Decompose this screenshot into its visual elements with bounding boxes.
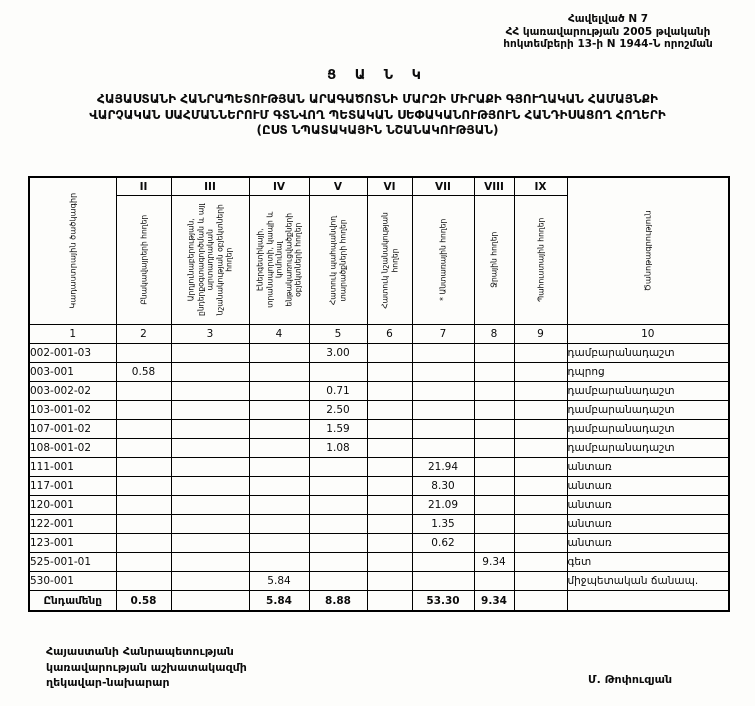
note-cell: դամբարանադաշտ bbox=[567, 344, 729, 363]
signature-block-title bbox=[46, 644, 247, 691]
roman-numeral: VI bbox=[367, 177, 412, 196]
roman-numeral: IV bbox=[249, 177, 309, 196]
title-line: (ԸՍՏ ՆՊԱՏԱԿԱՅԻՆ ՆՇԱՆԱԿՈՒԹՅԱՆ) bbox=[256, 123, 499, 137]
cell-c2 bbox=[116, 515, 171, 534]
cell-c4 bbox=[249, 439, 309, 458]
cadastral-code-cell: 120-001 bbox=[29, 496, 116, 515]
cell-c2: 0.58 bbox=[116, 363, 171, 382]
roman-numeral: V bbox=[309, 177, 367, 196]
cell-c7 bbox=[412, 401, 474, 420]
cell-c9 bbox=[514, 420, 567, 439]
column-number-row bbox=[29, 325, 729, 344]
cell-c5: 2.50 bbox=[309, 401, 367, 420]
cell-c7: 21.94 bbox=[412, 458, 474, 477]
cell-c2 bbox=[116, 477, 171, 496]
cell-c8 bbox=[474, 382, 514, 401]
cell-c7 bbox=[412, 420, 474, 439]
cell-c8 bbox=[474, 363, 514, 382]
rotated-header-text: * Անտառային հողեր bbox=[438, 218, 448, 302]
column-header-note bbox=[567, 177, 729, 325]
rotated-header-text: Ծանոթագրություն bbox=[642, 210, 652, 292]
rotated-header-text: Արդյունաբերության, ընդերքօգտագործման և այլ արտադրական նշանակության օբյեկտների հողեր bbox=[186, 203, 234, 317]
cadastral-code-cell: 117-001 bbox=[29, 477, 116, 496]
total-c3 bbox=[171, 591, 249, 612]
cell-c9 bbox=[514, 534, 567, 553]
cell-c9 bbox=[514, 439, 567, 458]
cell-c2 bbox=[116, 496, 171, 515]
signer-name: Մ. Թոփուզյան bbox=[588, 673, 673, 686]
note-cell: անտառ bbox=[567, 496, 729, 515]
total-c4: 5.84 bbox=[249, 591, 309, 612]
cell-c6 bbox=[367, 477, 412, 496]
column-header-infrastructure-lands bbox=[249, 196, 309, 325]
total-c8: 9.34 bbox=[474, 591, 514, 612]
cell-c6 bbox=[367, 515, 412, 534]
cell-c3 bbox=[171, 534, 249, 553]
note-cell: դամբարանադաշտ bbox=[567, 382, 729, 401]
column-number: 6 bbox=[367, 325, 412, 344]
cell-c2 bbox=[116, 553, 171, 572]
cadastral-code-cell: 003-001 bbox=[29, 363, 116, 382]
cell-c8 bbox=[474, 515, 514, 534]
cell-c9 bbox=[514, 496, 567, 515]
cell-c3 bbox=[171, 572, 249, 591]
land-parcels-table bbox=[28, 176, 730, 612]
total-c5: 8.88 bbox=[309, 591, 367, 612]
cell-c7: 1.35 bbox=[412, 515, 474, 534]
table-row bbox=[29, 439, 729, 458]
total-label: Ընդամենը bbox=[29, 591, 116, 612]
cell-c2 bbox=[116, 344, 171, 363]
cell-c8: 9.34 bbox=[474, 553, 514, 572]
appendix-reference bbox=[477, 13, 739, 51]
cell-c8 bbox=[474, 420, 514, 439]
cadastral-code-cell: 103-001-02 bbox=[29, 401, 116, 420]
cell-c9 bbox=[514, 515, 567, 534]
column-number: 9 bbox=[514, 325, 567, 344]
cell-c5 bbox=[309, 572, 367, 591]
cell-c9 bbox=[514, 382, 567, 401]
cell-c7 bbox=[412, 553, 474, 572]
cell-c3 bbox=[171, 458, 249, 477]
column-header-industrial-lands bbox=[171, 196, 249, 325]
total-note bbox=[567, 591, 729, 612]
column-number: 2 bbox=[116, 325, 171, 344]
title-line: ՎԱՐՉԱԿԱՆ ՍԱՀՄԱՆՆԵՐՈՒՄ ԳՏՆՎՈՂ ՊԵՏԱԿԱՆ ՍԵՓԱԿԱՆՈՒԹՅՈՒՆ ՀԱՆԴԻՍԱՑՈՂ ՀՈՂԵՐԻ bbox=[89, 107, 666, 122]
table-row bbox=[29, 515, 729, 534]
cell-c8 bbox=[474, 496, 514, 515]
cell-c2 bbox=[116, 382, 171, 401]
cell-c6 bbox=[367, 439, 412, 458]
cell-c5 bbox=[309, 515, 367, 534]
rotated-header-wrap bbox=[568, 178, 729, 324]
cadastral-code-cell: 525-001-01 bbox=[29, 553, 116, 572]
rotated-header-text: Հատուկ նշանակության հողեր bbox=[380, 211, 399, 309]
cell-c6 bbox=[367, 401, 412, 420]
cell-c5: 1.08 bbox=[309, 439, 367, 458]
note-cell: դամբարանադաշտ bbox=[567, 420, 729, 439]
cell-c9 bbox=[514, 572, 567, 591]
cell-c7: 0.62 bbox=[412, 534, 474, 553]
note-cell: անտառ bbox=[567, 458, 729, 477]
cell-c4: 5.84 bbox=[249, 572, 309, 591]
cell-c9 bbox=[514, 477, 567, 496]
cell-c6 bbox=[367, 344, 412, 363]
rotated-header-text: Բնակավայրերի հողեր bbox=[138, 215, 148, 305]
cell-c2 bbox=[116, 401, 171, 420]
cell-c3 bbox=[171, 496, 249, 515]
cell-c7: 8.30 bbox=[412, 477, 474, 496]
note-cell: անտառ bbox=[567, 477, 729, 496]
rotated-header-wrap bbox=[30, 178, 116, 324]
cell-c4 bbox=[249, 401, 309, 420]
cell-c4 bbox=[249, 458, 309, 477]
note-cell: գետ bbox=[567, 553, 729, 572]
cadastral-code-cell: 107-001-02 bbox=[29, 420, 116, 439]
cell-c6 bbox=[367, 553, 412, 572]
cell-c7 bbox=[412, 344, 474, 363]
cell-c9 bbox=[514, 458, 567, 477]
cell-c9 bbox=[514, 401, 567, 420]
cell-c5 bbox=[309, 477, 367, 496]
note-cell: դամբարանադաշտ bbox=[567, 401, 729, 420]
rotated-header-text: Էներգետիկայի, տրանսպորտի, կապի և կոմունալ ենթակառուցվածքների օբյեկտների հողեր bbox=[255, 211, 303, 309]
table-row bbox=[29, 344, 729, 363]
table-row bbox=[29, 401, 729, 420]
column-header-reserve-lands bbox=[514, 196, 567, 325]
cell-c6 bbox=[367, 458, 412, 477]
cell-c7 bbox=[412, 363, 474, 382]
document-title bbox=[10, 92, 745, 139]
title-line: ՀԱՅԱՍՏԱՆԻ ՀԱՆՐԱՊԵՏՈՒԹՅԱՆ ԱՐԱԳԱԾՈՏՆԻ ՄԱՐԶԻ ՄԻՐԱՔԻ ԳՅՈՒՂԱԿԱՆ ՀԱՄԱՅՆՔԻ bbox=[97, 92, 658, 106]
note-cell: դպրոց bbox=[567, 363, 729, 382]
cell-c7 bbox=[412, 572, 474, 591]
cell-c3 bbox=[171, 439, 249, 458]
column-number: 5 bbox=[309, 325, 367, 344]
cell-c2 bbox=[116, 439, 171, 458]
cell-c3 bbox=[171, 401, 249, 420]
rotated-header-text: Ջրային հողեր bbox=[489, 231, 499, 289]
roman-numeral: VIII bbox=[474, 177, 514, 196]
column-number: 10 bbox=[567, 325, 729, 344]
document-title-word: Ց Ա Ն Կ bbox=[327, 68, 428, 83]
note-cell: անտառ bbox=[567, 534, 729, 553]
note-cell: դամբարանադաշտ bbox=[567, 439, 729, 458]
table-row bbox=[29, 553, 729, 572]
cadastral-code-cell: 530-001 bbox=[29, 572, 116, 591]
cell-c8 bbox=[474, 534, 514, 553]
table-row bbox=[29, 477, 729, 496]
cell-c3 bbox=[171, 553, 249, 572]
cadastral-code-cell: 002-001-03 bbox=[29, 344, 116, 363]
column-number: 1 bbox=[29, 325, 116, 344]
table-row bbox=[29, 572, 729, 591]
signature-title-line: Հայաստանի Հանրապետության bbox=[46, 645, 234, 658]
cell-c9 bbox=[514, 553, 567, 572]
cell-c7: 21.09 bbox=[412, 496, 474, 515]
cadastral-code-cell: 123-001 bbox=[29, 534, 116, 553]
roman-numeral: IX bbox=[514, 177, 567, 196]
table-row bbox=[29, 363, 729, 382]
cell-c5 bbox=[309, 553, 367, 572]
appendix-line: Հավելված N 7 bbox=[567, 13, 649, 25]
cell-c6 bbox=[367, 382, 412, 401]
cell-c8 bbox=[474, 344, 514, 363]
rotated-header-text: Պահուստային հողեր bbox=[535, 217, 545, 303]
cell-c4 bbox=[249, 553, 309, 572]
cadastral-code-cell: 003-002-02 bbox=[29, 382, 116, 401]
cell-c3 bbox=[171, 363, 249, 382]
column-number: 8 bbox=[474, 325, 514, 344]
column-number: 4 bbox=[249, 325, 309, 344]
cell-c7 bbox=[412, 439, 474, 458]
column-header-forest-lands bbox=[412, 196, 474, 325]
cell-c5 bbox=[309, 458, 367, 477]
cell-c8 bbox=[474, 477, 514, 496]
cell-c4 bbox=[249, 344, 309, 363]
signature-title-line: կառավարության աշխատակազմի bbox=[46, 660, 247, 674]
roman-numeral: III bbox=[171, 177, 249, 196]
cell-c9 bbox=[514, 344, 567, 363]
cell-c5: 3.00 bbox=[309, 344, 367, 363]
roman-numeral: II bbox=[116, 177, 171, 196]
cell-c6 bbox=[367, 420, 412, 439]
cell-c6 bbox=[367, 496, 412, 515]
cell-c2 bbox=[116, 420, 171, 439]
cell-c8 bbox=[474, 572, 514, 591]
cell-c8 bbox=[474, 401, 514, 420]
total-c2: 0.58 bbox=[116, 591, 171, 612]
table-row bbox=[29, 458, 729, 477]
cell-c6 bbox=[367, 572, 412, 591]
cell-c6 bbox=[367, 534, 412, 553]
roman-numeral: VII bbox=[412, 177, 474, 196]
cell-c4 bbox=[249, 515, 309, 534]
cadastral-code-cell: 122-001 bbox=[29, 515, 116, 534]
cadastral-code-cell: 111-001 bbox=[29, 458, 116, 477]
cell-c5 bbox=[309, 363, 367, 382]
column-header-protected-lands bbox=[309, 196, 367, 325]
table-row bbox=[29, 420, 729, 439]
cell-c6 bbox=[367, 363, 412, 382]
note-cell: անտառ bbox=[567, 515, 729, 534]
total-c9 bbox=[514, 591, 567, 612]
cell-c4 bbox=[249, 496, 309, 515]
cell-c5 bbox=[309, 534, 367, 553]
column-number: 3 bbox=[171, 325, 249, 344]
cell-c5: 1.59 bbox=[309, 420, 367, 439]
column-header-settlement-lands bbox=[116, 196, 171, 325]
column-header-water-lands bbox=[474, 196, 514, 325]
note-cell: միջպետական ճանապ. bbox=[567, 572, 729, 591]
total-row bbox=[29, 591, 729, 612]
cell-c4 bbox=[249, 382, 309, 401]
cell-c3 bbox=[171, 344, 249, 363]
cell-c4 bbox=[249, 363, 309, 382]
cell-c4 bbox=[249, 477, 309, 496]
column-header-cadastral-code bbox=[29, 177, 116, 325]
column-header-special-purpose-lands bbox=[367, 196, 412, 325]
cell-c7 bbox=[412, 382, 474, 401]
cell-c4 bbox=[249, 420, 309, 439]
table-row bbox=[29, 496, 729, 515]
appendix-line: հոկտեմբերի 13-ի N 1944-Ն որոշման bbox=[503, 38, 713, 50]
cell-c3 bbox=[171, 515, 249, 534]
roman-numeral-row bbox=[29, 177, 729, 196]
cell-c3 bbox=[171, 477, 249, 496]
cell-c3 bbox=[171, 382, 249, 401]
total-c6 bbox=[367, 591, 412, 612]
cell-c2 bbox=[116, 458, 171, 477]
cell-c8 bbox=[474, 458, 514, 477]
cadastral-code-cell: 108-001-02 bbox=[29, 439, 116, 458]
rotated-header-text: Հատուկ պահպանվող տարածքների հողեր bbox=[328, 215, 347, 305]
cell-c4 bbox=[249, 534, 309, 553]
column-number: 7 bbox=[412, 325, 474, 344]
total-c7: 53.30 bbox=[412, 591, 474, 612]
cell-c8 bbox=[474, 439, 514, 458]
cell-c2 bbox=[116, 572, 171, 591]
cell-c5 bbox=[309, 496, 367, 515]
cell-c2 bbox=[116, 534, 171, 553]
appendix-line: ՀՀ կառավարության 2005 թվականի bbox=[505, 25, 711, 38]
cell-c5: 0.71 bbox=[309, 382, 367, 401]
table-row bbox=[29, 382, 729, 401]
table-row bbox=[29, 534, 729, 553]
cell-c9 bbox=[514, 363, 567, 382]
rotated-header-text: Կադաստրային ծածկագիր bbox=[67, 193, 77, 310]
signature-title-line: ղեկավար-նախարար bbox=[46, 676, 170, 689]
cell-c3 bbox=[171, 420, 249, 439]
